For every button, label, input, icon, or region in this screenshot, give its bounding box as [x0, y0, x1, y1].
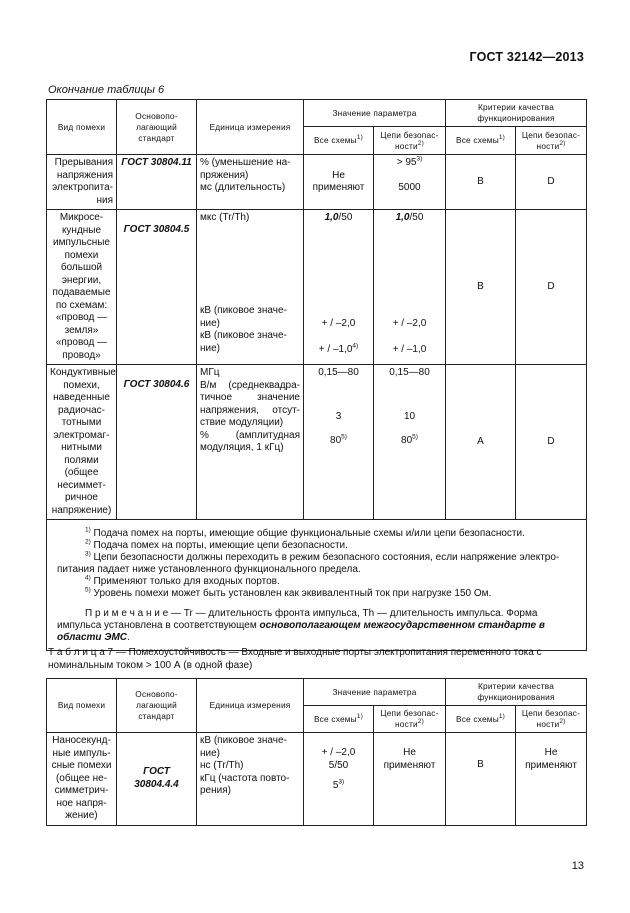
table-header-row: [47, 100, 587, 127]
header-standard: Основопо-лагающий стандарт: [117, 679, 197, 733]
disturbance-cell: Кондуктивные помехи, наведенные радиочас-тотными электромаг-нитными полями (общее несиммет-ричное напряжение): [47, 365, 117, 520]
criteria-all-cell: B: [446, 155, 516, 210]
table-caption: Окончание таблицы 6: [48, 84, 165, 96]
header-value-all: Все схемы$^{1)}$: [304, 127, 374, 155]
table-row: [47, 210, 587, 365]
criteria-all-cell: B: [446, 210, 516, 365]
header-value-group: Значение параметра: [304, 679, 446, 706]
units-cell: мкс (Tr/Th) кВ (пиковое значе-ние) кВ (пиковое значе-ние): [197, 210, 304, 365]
footnotes-row: [47, 520, 587, 651]
standard-cell: ГОСТ 30804.4.4: [117, 733, 197, 826]
header-units: Единица измерения: [197, 679, 304, 733]
value-safety-cell: 1,0/50 + / –2,0 + / –1,0: [374, 210, 446, 365]
value-safety-cell: Не применяют: [374, 733, 446, 826]
criteria-safety-cell: D: [516, 155, 587, 210]
header-crit-safety: Цепи безопас-ности$^{2)}$: [516, 706, 587, 733]
header-units: Единица измерения: [197, 100, 304, 155]
table-note: П р и м е ч а н и е — Tr — длительность фронта импульса, Th — длительность импульса. Форма импульса установлена в соответствующем основополагающем межгосударственном стандарте в области ЭМС.: [57, 608, 545, 643]
table-6: [46, 99, 587, 651]
header-criteria-group: Критерии качества функционирования: [446, 100, 587, 127]
value-safety-cell: > $95^{3)}$ 5000: [374, 155, 446, 210]
footnote: $^{5)}$ Уровень помехи может быть установлен как эквивалентный ток при нагрузке 150 Ом.: [85, 586, 492, 599]
header-crit-all: Все схемы$^{1)}$: [446, 706, 516, 733]
header-criteria-group: Критерии качества функционирования: [446, 679, 587, 706]
criteria-all-cell: A: [446, 365, 516, 520]
header-value-safety: Цепи безопас-ности$^{2)}$: [374, 706, 446, 733]
header-crit-safety: Цепи безопас-ности$^{2)}$: [516, 127, 587, 155]
standard-cell: ГОСТ 30804.6: [117, 365, 197, 520]
criteria-safety-cell: D: [516, 365, 587, 520]
units-cell: МГц В/м (среднеквадра-тичное значение напряжения, отсут-ствие модуляции) % (амплитудная модуляция, 1 кГц): [197, 365, 304, 520]
page-number: 13: [571, 860, 584, 872]
value-all-cell: Не применяют: [304, 155, 374, 210]
table-7-title: Т а б л и ц а 7 — Помехоустойчивость — Входные и выходные порты электропитания переменного тока с номинальным током > 100 А (в одной фазе): [48, 647, 542, 671]
table-row: [47, 155, 587, 210]
criteria-safety-cell: Не применяют: [516, 733, 587, 826]
criteria-safety-cell: D: [516, 210, 587, 365]
header-disturbance: Вид помехи: [47, 679, 117, 733]
standard-cell: ГОСТ 30804.11: [117, 155, 197, 210]
header-value-all: Все схемы$^{1)}$: [304, 706, 374, 733]
footnotes-cell: [47, 520, 587, 651]
header-standard: Основопо-лагающий стандарт: [117, 100, 197, 155]
table-row: [47, 733, 587, 826]
footnote: $^{4)}$ Применяют только для входных портов.: [85, 574, 280, 587]
standard-cell: ГОСТ 30804.5: [117, 210, 197, 365]
table-7: [46, 678, 587, 826]
table-header-row: [47, 679, 587, 706]
criteria-all-cell: B: [446, 733, 516, 826]
value-all-cell: 0,15—80 3 80$^{5)}$: [304, 365, 374, 520]
value-safety-cell: 0,15—80 10 80$^{5)}$: [374, 365, 446, 520]
value-all-cell: 1,0/50 + / –2,0 + / –1,0$^{4)}$: [304, 210, 374, 365]
units-cell: кВ (пиковое значе-ние) нс (Tr/Th) кГц (частота повто-рения): [197, 733, 304, 826]
value-all-cell: + / –2,0 5/50 5$^{3)}$: [304, 733, 374, 826]
header-disturbance: Вид помехи: [47, 100, 117, 155]
header-value-safety: Цепи безопас-ности$^{2)}$: [374, 127, 446, 155]
table-row: [47, 365, 587, 520]
document-header: ГОСТ 32142—2013: [469, 50, 584, 64]
header-value-group: Значение параметра: [304, 100, 446, 127]
header-crit-all: Все схемы$^{1)}$: [446, 127, 516, 155]
footnote: $^{3)}$ Цепи безопасности должны переходить в режим безопасного состояния, если напряжение электро-питания падает ниже установленного функционального предела.: [57, 550, 560, 575]
disturbance-cell: Наносекунд-ные импуль-сные помехи (общее не-симметрич-ное напря-жение): [47, 733, 117, 826]
disturbance-cell: Микросе-кундные импульсные помехи большой энергии, подаваемые по схемам: «провод — земля» «провод — провод»: [47, 210, 117, 365]
footnote: $^{2)}$ Подача помех на порты, имеющие цепи безопасности.: [85, 538, 348, 551]
units-cell: % (уменьшение на-пряжения) мс (длительность): [197, 155, 304, 210]
disturbance-cell: Прерывания напряжения электропита-ния: [47, 155, 117, 210]
footnote: $^{1)}$ Подача помех на порты, имеющие общие функциональные схемы и/или цепи безопасности.: [85, 526, 525, 539]
